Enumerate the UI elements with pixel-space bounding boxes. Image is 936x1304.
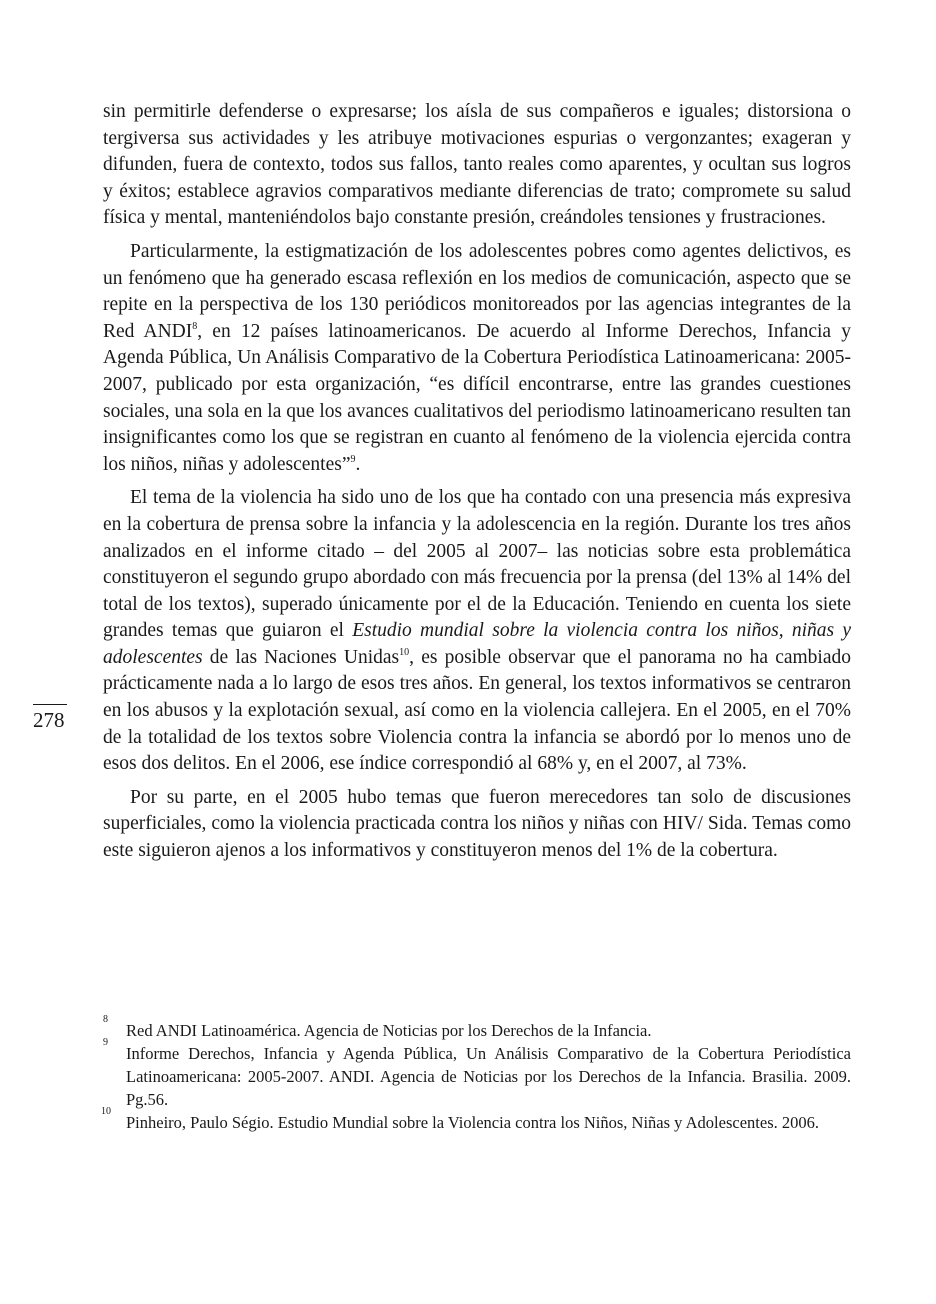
footnote-text: Red ANDI Latinoamérica. Agencia de Noticias por los Derechos de la Infancia.	[126, 1021, 652, 1040]
paragraph-2-text-c: .	[355, 453, 361, 475]
paragraph-3-italic-title: Estudio mundial sobre la violencia contra los niños, niñas y adolescentes	[103, 620, 851, 668]
footnote-mark: 10	[101, 1106, 111, 1117]
footnotes	[101, 1014, 851, 1134]
paragraph-3	[103, 485, 851, 778]
paragraph-3-text-b: de las Naciones Unidas	[202, 646, 400, 668]
footnote-mark: 8	[103, 1014, 108, 1025]
paragraph-2-text-a: Particularmente, la estigmatización de los adolescentes pobres como agentes delictivos, es un fenómeno que ha generado escasa reflexión en los medios de comunicación, aspecto que se repite en la perspectiva de los 130 periódicos monitoreados por las agencias integrantes de la Red ANDI	[103, 240, 851, 342]
paragraph-3-text-a: El tema de la violencia ha sido uno de los que ha contado con una presencia más expresiva en la cobertura de prensa sobre la infancia y la adolescencia en la región. Durante los tres años analizados en el informe citado – del 2005 al 2007– las noticias sobre esta problemática constituyeron el segundo grupo abordado con más frecuencia por la prensa (del 13% al 14% del total de los textos), superado únicamente por el de la Educación. Teniendo en cuenta los siete grandes temas que guiaron el	[103, 487, 851, 642]
footnote-9	[103, 1037, 851, 1111]
footnote-text: Pinheiro, Paulo Ségio. Estudio Mundial sobre la Violencia contra los Niños, Niñas y Adolescentes. 2006.	[126, 1113, 819, 1132]
footnote-mark: 9	[103, 1037, 108, 1048]
paragraph-2	[103, 239, 851, 478]
paragraph-4: Por su parte, en el 2005 hubo temas que fueron merecedores tan solo de discusiones superficiales, como la violencia practicada contra los niños y niñas con HIV/ Sida. Temas como este siguieron ajenos a los informativos y constituyeron menos del 1% de la cobertura.	[103, 786, 851, 862]
paragraph-3-text-c: , es posible observar que el panorama no ha cambiado prácticamente nada a lo largo de esos tres años. En general, los textos informativos se centraron en los abusos y la explotación sexual, así como en la violencia callejera. En el 2005, en el 70% de la totalidad de los textos sobre Violencia contra la infancia se abordó por lo menos uno de esos dos delitos. En el 2006, ese índice correspondió al 68% y, en el 2007, al 73%.	[103, 646, 851, 775]
footnote-ref-9: 9	[350, 453, 356, 465]
footnote-8	[103, 1014, 851, 1042]
footnote-10	[101, 1106, 851, 1134]
footnote-text: Informe Derechos, Infancia y Agenda Pública, Un Análisis Comparativo de la Cobertura Periodística Latinoamericana: 2005-2007. ANDI. Agencia de Noticias por los Derechos de la Infancia. Brasilia. 2009. Pg.56.	[126, 1044, 851, 1109]
body-text	[103, 99, 851, 872]
paragraph-1: sin permitirle defenderse o expresarse; los aísla de sus compañeros e iguales; distorsiona o tergiversa sus actividades y les atribuye motivaciones espurias o vergonzantes; exageran y difunden, fuera de contexto, todos sus fallos, tanto reales como aparentes, y ocultan sus logros y éxitos; establece agravios comparativos mediante diferencias de trato; compromete su salud física y mental, manteniéndolos bajo constante presión, creándoles tensiones y frustraciones.	[103, 101, 851, 229]
footnote-ref-8: 8	[192, 320, 198, 332]
page-number-rule	[33, 704, 67, 705]
footnote-ref-10: 10	[399, 646, 410, 658]
page-number: 278	[33, 708, 65, 732]
paragraph-2-text-b: , en 12 países latinoamericanos. De acuerdo al Informe Derechos, Infancia y Agenda Pública, Un Análisis Comparativo de la Cobertura Periodística Latinoamericana: 2005-2007, publicado por esta organización, “es difícil encontrarse, entre las grandes cuestiones sociales, una sola en la que los avances cualitativos del periodismo latinoamericano resulten tan insignificantes como los que se registran en cuanto al fenómeno de la violencia ejercida contra los niños, niñas y adolescentes”	[103, 320, 851, 475]
